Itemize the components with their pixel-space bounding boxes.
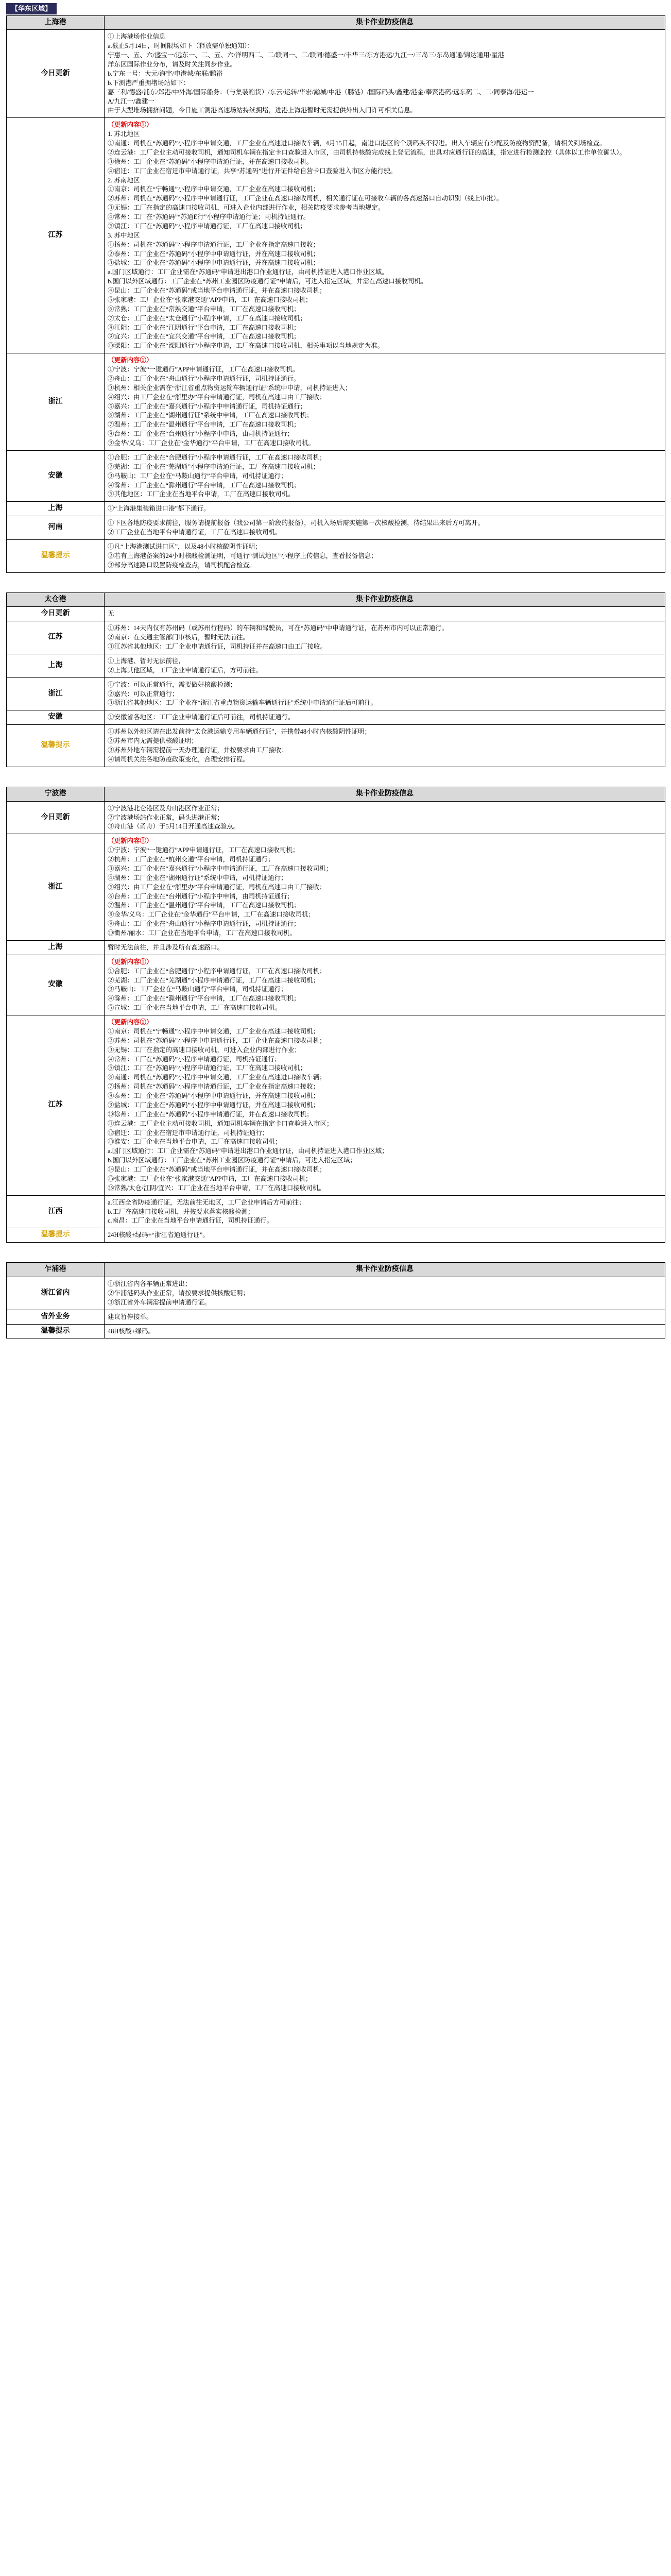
content-line: ①安徽省各地区：工厂企业申请通行证后可前往，司机持证通行。 <box>108 714 295 721</box>
row-content <box>105 955 665 1015</box>
row-content <box>105 1195 665 1228</box>
table-row <box>7 621 665 654</box>
content-line: ②嘉兴：可以正常通行； <box>108 690 179 698</box>
content-line: ⑫宿迁：工厂企业在宿迁市申请通行证，司机持证通行； <box>108 1129 269 1137</box>
port-name: 太仓港 <box>7 592 105 607</box>
content-line: ②南京：在交通主管部门审核后，暂时无法前往。 <box>108 634 250 641</box>
table-header: 集卡作业防疫信息 <box>105 787 665 801</box>
content-line: b.宁东一号：大元/海宇/申港城/东联/鹏裕 <box>108 70 223 77</box>
row-label: 温馨提示 <box>7 725 105 767</box>
content-line: ②芜湖：工厂企业在“芜湖通”小程序申请通行证，工厂在高速口接收司机； <box>108 463 320 470</box>
table-header-row <box>7 592 665 607</box>
content-line: ⑮张家港：工厂企业在“张家港交通”APP申请，工厂在高速口接收司机； <box>108 1175 312 1182</box>
row-content <box>105 1277 665 1310</box>
content-line: ②苏州市内无需提供核酸证明； <box>108 737 198 745</box>
content-line: ⑤镇江：工厂在“苏通码”小程序申请通行证，工厂在高速口接收司机； <box>108 222 307 230</box>
content-line: ⑤绍兴：由工厂企业在“浙里办”平台申请通行证，司机在高速口由工厂接收； <box>108 883 326 891</box>
content-line: ①扬州：司机在“苏通码”小程序申请通行证，工厂企业在指定高速口接收； <box>108 241 320 248</box>
content-line: ③舟山港（甬舟）于5月14日开通高速查验点。 <box>108 823 240 831</box>
content-line: ①上海港场作业信息 <box>108 33 166 41</box>
content-line: ②连云港：工厂企业主动可接收司机，通知司机车辆在指定卡口查验进入市区，由司机持核酸完成线上登记流程，出具对应通行证的高速，指定进行检测监控（具体以工作单位确认）。 <box>108 148 626 156</box>
content-line: ⑨宜兴：工厂企业在“宜兴交通”平台申请，工厂在高速口接收司机； <box>108 333 300 341</box>
port-name: 上海港 <box>7 15 105 30</box>
content-line: ⑤镇江：工厂在“苏通码”小程序申请通行证，工厂在高速口接收司机； <box>108 1064 307 1072</box>
port-table <box>6 15 665 573</box>
content-line: ⑧江阴：工厂企业在“江阴通行”平台申请，工厂在高速口接收司机； <box>108 324 300 331</box>
content-line: ①下区各地防疫要求前往，服务请提前报备（我公司第一阶段的报备），司机入场后需实施第一次核酸检测，待结果出来后方可离开。 <box>108 519 485 527</box>
content-line: ①宁波：可以正常通行，需要做好核酸检测； <box>108 681 237 688</box>
row-label: 江苏 <box>7 1015 105 1196</box>
table-row <box>7 1277 665 1310</box>
table-header-row <box>7 15 665 30</box>
table-row <box>7 710 665 725</box>
table-row <box>7 725 665 767</box>
content-line: ②乍浦港码头作业正常，请按要求提供核酸证明； <box>108 1289 250 1297</box>
content-line: 1. 苏北地区 <box>108 130 140 138</box>
content-line: b.国门以外区域通行：工厂企业在“苏州工业园区防疫通行证”申请后，可进入指定区域，并需在高速口接收司机。 <box>108 278 427 285</box>
content-line: ①“上海港集装箱进口港”都下通行。 <box>108 505 210 513</box>
content-line: ⑨盐城：工厂企业在“苏通码”小程序中申请通行证，并在高速口接收司机； <box>108 1101 320 1109</box>
row-label: 省外业务 <box>7 1310 105 1324</box>
content-line: 嘉三利/德盛/浦东/郑港/中外海/国际船务：（与集装箱货）/东云/运转/华宏/瀚城/中港（鹏港）/国际码头/鑫建/港金/奉贤港码/远东码二、二/同泰海/港运一 <box>108 88 534 96</box>
row-content <box>105 516 665 540</box>
content-line: ④昆山：工厂企业在“苏通码”或当地平台申请通行证，并在高速口接收司机； <box>108 287 326 295</box>
port-table <box>6 1262 665 1338</box>
content-line: ③无锡：工厂在指定的高速口接收司机，可进入企业内部进行作业； <box>108 1046 301 1054</box>
row-content <box>105 353 665 451</box>
content-line: ②若有上海港备案的24小时核酸检测证明，可通行“测试地区”小程序上传信息，查看报备信息； <box>108 552 377 560</box>
content-line: b.国门以外区域通行：工厂企业在“苏州工业园区防疫通行证”申请后，可进入指定区域； <box>108 1157 356 1164</box>
table-row <box>7 502 665 516</box>
content-line: ②宁波港场站作业正常，码头进港正常； <box>108 814 224 821</box>
content-line: ②苏州：司机在“苏通码”小程序中申请通行证，工厂企业在高速口接收司机，相关通行证在可接收车辆的各高速路口自动识别（线上审批）。 <box>108 195 503 202</box>
content-line: ①凡“上海港测试进口区”，以及48小时核酸阴性证明； <box>108 543 262 550</box>
row-label: 上海 <box>7 502 105 516</box>
region-title: 【华东区域】 <box>6 3 57 14</box>
content-line: ⑥南通：司机在“苏通码”小程序中申请交通，工厂企业在高速进口接收车辆； <box>108 1074 326 1081</box>
content-line: ⑥台州：工厂企业在“台州通行”小程序中申请，由司机持证通行； <box>108 892 294 900</box>
row-content <box>105 118 665 353</box>
content-line: ②泰州：工厂企业在“苏通码”小程序中申请通行证，并在高速口接收司机； <box>108 250 320 258</box>
content-line: ④湖州：工厂企业在“湖州通行证”系统中申请，司机持证通行； <box>108 874 287 882</box>
content-line: 暂时无法前往，并且涉及所有高速路口。 <box>108 943 224 951</box>
content-line: ①合肥：工厂企业在“合肥通行”小程序申请通行证，工厂在高速口接收司机； <box>108 967 326 975</box>
row-label: 浙江省内 <box>7 1277 105 1310</box>
row-label: 今日更新 <box>7 607 105 621</box>
table-row <box>7 1310 665 1324</box>
content-line: ⑥常熟：工厂企业在“常熟交通”平台申请，工厂在高速口接收司机； <box>108 305 300 313</box>
content-line: b.下测港严重拥堵场站如下： <box>108 79 190 87</box>
content-line: ③苏州外地车辆需提前一天办理通行证，并按要求由工厂接收； <box>108 747 288 754</box>
content-line: A/九江一/鑫建一 <box>108 97 154 105</box>
content-line: ②上海其他区域，工厂企业申请通行证后，方可前往。 <box>108 666 263 674</box>
content-line: ①宁波：宁波“一键通行”APP申请通行证，工厂在高速口接收司机。 <box>108 366 299 374</box>
row-label: 温馨提示 <box>7 1324 105 1338</box>
content-line: 2. 苏南地区 <box>108 176 140 184</box>
content-line: ⑨舟山：工厂企业在“舟山通行”小程序申请通行证，司机持证通行； <box>108 920 300 928</box>
content-line: ①浙江省内各车辆正常进出； <box>108 1280 192 1288</box>
table-header-row <box>7 1263 665 1277</box>
content-line: ②舟山：工厂企业在“舟山通行”小程序申请通行证，司机持证通行。 <box>108 375 300 382</box>
content-line: ①苏州以外地区请在出发前持“太仓港运输专用车辆通行证”，并携带48小时内核酸阴性证明； <box>108 728 371 736</box>
table-row <box>7 516 665 540</box>
row-label: 安徽 <box>7 450 105 501</box>
content-line: ③嘉兴：工厂企业在“嘉兴通行”小程序中申请通行证，工厂在高速口接收司机； <box>108 865 333 872</box>
content-line: ④常州：工厂在“苏通码”“苏通E行”小程序申请通行证；司机持证通行。 <box>108 213 310 221</box>
row-label: 今日更新 <box>7 30 105 118</box>
content-line: ③马鞍山：工厂企业在“马鞍山通行”平台申请，司机持证通行； <box>108 472 287 480</box>
content-line: ①南通：司机在“苏通码”小程序中申请交通，工厂企业在高速进口接收车辆，4月15日起，南进口港区的个别码头不得进。出入车辆应有沙配及防疫物资配备，请相关到场检查。 <box>108 140 606 147</box>
row-content <box>105 801 665 834</box>
row-content <box>105 677 665 710</box>
content-line: ⑧泰州：工厂企业在“苏通码”小程序中申请通行证，并在高速口接收司机； <box>108 1092 320 1100</box>
table-row <box>7 118 665 353</box>
table-row <box>7 607 665 621</box>
content-line: ⑦温州：工厂企业在“温州通行”平台申请，工厂在高速口接收司机； <box>108 902 300 909</box>
table-header-row <box>7 787 665 801</box>
content-line: 宁惠一、五、六/盛宝一/远东一、二、五、六/洋明西二、二/联同一、二/联同/德盛一/丰华三/东方港运/九江一/三岛三/东岛通通/锦达通用/星港 <box>108 52 505 59</box>
row-content <box>105 710 665 725</box>
row-label: 上海 <box>7 940 105 955</box>
content-line: ⑩衢州/丽水：工厂企业在当地平台申请，工厂在高速口接收司机。 <box>108 929 296 937</box>
table-row <box>7 834 665 941</box>
table-header: 集卡作业防疫信息 <box>105 592 665 607</box>
row-label: 上海 <box>7 654 105 677</box>
table-row <box>7 654 665 677</box>
table-row <box>7 677 665 710</box>
row-label: 今日更新 <box>7 801 105 834</box>
row-label: 浙江 <box>7 677 105 710</box>
row-content <box>105 607 665 621</box>
content-line: ②苏州：司机在“苏通码”小程序中申请通行证，工厂企业在高速口接收司机； <box>108 1037 326 1044</box>
content-line: 3. 苏中地区 <box>108 231 140 239</box>
content-line: ⑩徐州：工厂企业在“苏通码”小程序申请通行证，并在高速口接收司机； <box>108 1110 313 1118</box>
row-label: 浙江 <box>7 834 105 941</box>
content-line: ⑥湖州：工厂企业在“湖州通行证”系统中申请，工厂在高速口接收司机； <box>108 412 313 419</box>
content-line: ⑤嘉兴：工厂企业在“嘉兴通行”小程序中申请通行证，司机持证通行； <box>108 402 307 410</box>
content-line: ⑧金华/义乌：工厂企业在“金华通行”平台申请，工厂在高速口接收司机； <box>108 911 315 919</box>
content-line: 无 <box>108 610 114 618</box>
content-line: a.江西全省防疫通行证，无法前往无地区，工厂企业申请后方可前往； <box>108 1198 305 1206</box>
table-header: 集卡作业防疫信息 <box>105 1263 665 1277</box>
port-name: 宁波港 <box>7 787 105 801</box>
content-line: ③浙江省其他地区：工厂企业在“浙江省重点物资运输车辆通行证”系统中申请通行证后可前往。 <box>108 699 377 707</box>
content-line: ①南京：司机在“宁畅通”小程序中申请交通，工厂企业在高速口接收司机； <box>108 1027 320 1035</box>
section-spacer <box>2 573 669 592</box>
content-line: a.截止5月14日，时间限场如下（释放需单独通知）： <box>108 42 254 50</box>
content-line: 洋东区国际作业分布，请及时关注同步作业。 <box>108 61 237 69</box>
content-line: a.国门区域通行：工厂企业需在“苏通码”申请进出港口作业通行证，由司机持证进入港口作业区域。 <box>108 268 388 276</box>
content-line: ⑦太仓：工厂企业在“太仓通行”小程序申请，工厂在高速口接收司机； <box>108 314 307 322</box>
content-line: （更新内容①） <box>108 357 153 364</box>
content-line: ①宁波：宁波“一键通行”APP申请通行证，工厂在高速口接收司机； <box>108 846 299 854</box>
content-line: ①南京：司机在“宁畅通”小程序中申请交通，工厂企业在高速口接收司机； <box>108 185 320 193</box>
content-line: c.南昌：工厂企业在当地平台申请通行证，司机持证通行。 <box>108 1217 273 1225</box>
content-line: ⑭昆山：工厂企业在“苏通码”或当地平台申请通行证，并在高速口接收司机； <box>108 1166 326 1174</box>
content-line: ①上海港、暂时无法前往， <box>108 657 185 665</box>
content-line: ②工厂企业在当地平台申请通行证，工厂在高速口接收司机。 <box>108 529 282 536</box>
table-row <box>7 539 665 572</box>
row-content <box>105 450 665 501</box>
row-content <box>105 621 665 654</box>
content-line: ④滁州：工厂企业在“滁州通行”平台申请，工厂在高速口接收司机； <box>108 995 300 1003</box>
table-row <box>7 955 665 1015</box>
row-content <box>105 834 665 941</box>
table-row <box>7 940 665 955</box>
content-line: 24H核酸+绿码+“浙江省通通行证”。 <box>108 1231 209 1239</box>
content-line: ④宿迁：工厂企业在宿迁市申请通行证，共享“苏通码”进行开证件给自营卡口查验进入市区方能行驶。 <box>108 167 397 175</box>
row-content <box>105 502 665 516</box>
content-line: ③马鞍山：工厂企业在“马鞍山通行”平台申请，司机持证通行； <box>108 986 287 993</box>
row-content <box>105 1228 665 1243</box>
content-line: b.工厂在高速口接收司机，并按要求落实核酸检测； <box>108 1208 254 1215</box>
port-name: 乍浦港 <box>7 1263 105 1277</box>
table-row <box>7 30 665 118</box>
row-content <box>105 539 665 572</box>
content-line: ⑦扬州：司机在“苏通码”小程序申请通行证，工厂企业在指定高速口接收； <box>108 1083 320 1091</box>
row-content <box>105 1015 665 1196</box>
content-line: ④绍兴：由工厂企业在“浙里办”平台申请通行证，司机在高速口由工厂接收； <box>108 393 326 401</box>
table-row <box>7 450 665 501</box>
row-content <box>105 1324 665 1338</box>
content-line: a.国门区域通行：工厂企业需在“苏通码”申请进出港口作业通行证，由司机持证进入港口作业区域； <box>108 1147 388 1155</box>
content-line: ⑩溧阳：工厂企业在“溧阳通行”小程序申请，工厂在高速口接收司机，相关事项以当地规定为准。 <box>108 342 384 350</box>
content-line: 建议暂停接单。 <box>108 1313 153 1320</box>
row-label: 江苏 <box>7 118 105 353</box>
row-label: 温馨提示 <box>7 1228 105 1243</box>
content-line: （更新内容①） <box>108 121 153 129</box>
section-spacer <box>2 1243 669 1262</box>
row-label: 安徽 <box>7 710 105 725</box>
content-line: 48H核酸+绿码。 <box>108 1327 155 1335</box>
content-line: ④常州：工厂在“苏通码”小程序申请通行证，司机持证通行； <box>108 1055 281 1063</box>
content-line: ①合肥：工厂企业在“合肥通行”小程序申请通行证，工厂在高速口接收司机； <box>108 453 326 461</box>
content-line: ③浙江省外车辆需提前申请通行证。 <box>108 1298 211 1306</box>
content-line: ⑨金华/义乌：工厂企业在“金华通行”平台申请，工厂在高速口接收司机。 <box>108 439 315 447</box>
content-line: ②芜湖：工厂企业在“芜湖通”小程序申请通行证，工厂在高速口接收司机； <box>108 976 320 984</box>
content-line: ③部分高速路口设置防疫检查点，请司机配合检查。 <box>108 561 256 569</box>
port-table <box>6 592 665 767</box>
row-content <box>105 654 665 677</box>
table-row <box>7 1228 665 1243</box>
content-line: （更新内容①） <box>108 837 153 845</box>
port-table <box>6 787 665 1243</box>
section-spacer <box>2 767 669 787</box>
content-line: ⑦温州：工厂企业在“温州通行”平台申请，工厂在高速口接收司机； <box>108 421 300 429</box>
content-line: ⑯常熟/太仓/江阴/宜兴：工厂企业在当地平台申请，工厂在高速口接收司机。 <box>108 1184 325 1192</box>
content-line: ④请司机关注各地防疫政策变化，合理安排行程。 <box>108 755 250 763</box>
table-row <box>7 1195 665 1228</box>
row-label: 江苏 <box>7 621 105 654</box>
content-line: ①苏州：14天内仅有苏州码（或苏州行程码）的车辆和驾驶员，可在“苏通码”中申请通行证，在苏州市内可以正常通行。 <box>108 624 449 632</box>
row-label: 温馨提示 <box>7 539 105 572</box>
content-line: ④滁州：工厂企业在“滁州通行”平台申请，工厂在高速口接收司机； <box>108 481 300 489</box>
sections-container <box>2 2 669 1338</box>
row-content <box>105 940 665 955</box>
row-label: 安徽 <box>7 955 105 1015</box>
table-row <box>7 801 665 834</box>
row-content <box>105 1310 665 1324</box>
content-line: ③杭州：相关企业需在“浙江省重点物资运输车辆通行证”系统中申请，司机持证进入； <box>108 384 352 392</box>
content-line: ⑤张家港：工厂企业在“张家港交通”APP申请，工厂在高速口接收司机； <box>108 296 312 303</box>
content-line: （更新内容①） <box>108 1019 153 1026</box>
row-label: 江西 <box>7 1195 105 1228</box>
content-line: ③江苏省其他地区：工厂企业申请通行证，司机持证并在高速口由工厂接收。 <box>108 643 327 651</box>
row-label: 浙江 <box>7 353 105 451</box>
content-line: ⑧台州：工厂企业在“台州通行”小程序中申请，由司机持证通行； <box>108 430 294 438</box>
table-row <box>7 1015 665 1196</box>
content-line: ③徐州：工厂企业在“苏通码”小程序申请通行证，并在高速口接收司机。 <box>108 158 313 165</box>
content-line: ①宁波港北仑港区及舟山港区作业正常； <box>108 804 224 812</box>
content-line: ⑤其他地区：工厂企业在当地平台申请，工厂在高速口接收司机。 <box>108 490 295 498</box>
content-line: ②杭州：工厂企业在“杭州交通”平台申请，司机持证通行； <box>108 856 274 863</box>
content-line: ⑤宣城：工厂企业在当地平台申请，工厂在高速口接收司机。 <box>108 1004 282 1012</box>
table-row <box>7 353 665 451</box>
table-header: 集卡作业防疫信息 <box>105 15 665 30</box>
content-line: ⑪连云港：工厂企业主动可接收司机，通知司机车辆在指定卡口查验进入市区； <box>108 1120 333 1127</box>
content-line: （更新内容①） <box>108 958 153 965</box>
row-content <box>105 30 665 118</box>
content-line: 由于大型堆场拥挤问题，今日施工测港高速场站持续拥堵，进港上海港暂时无需提供外出入门许可相关信息。 <box>108 107 417 114</box>
content-line: ③无锡：工厂在指定的高速口接收司机，可进入企业内部进行作业，相关防疫要求参考当地规定。 <box>108 204 385 212</box>
content-line: ③盐城：工厂企业在“苏通码”小程序中申请通行证，并在高速口接收司机； <box>108 259 320 267</box>
table-row <box>7 1324 665 1338</box>
content-line: ⑬淮安：工厂企业在当地平台申请，工厂在高速口接收司机； <box>108 1138 282 1146</box>
row-content <box>105 725 665 767</box>
row-label: 河南 <box>7 516 105 540</box>
